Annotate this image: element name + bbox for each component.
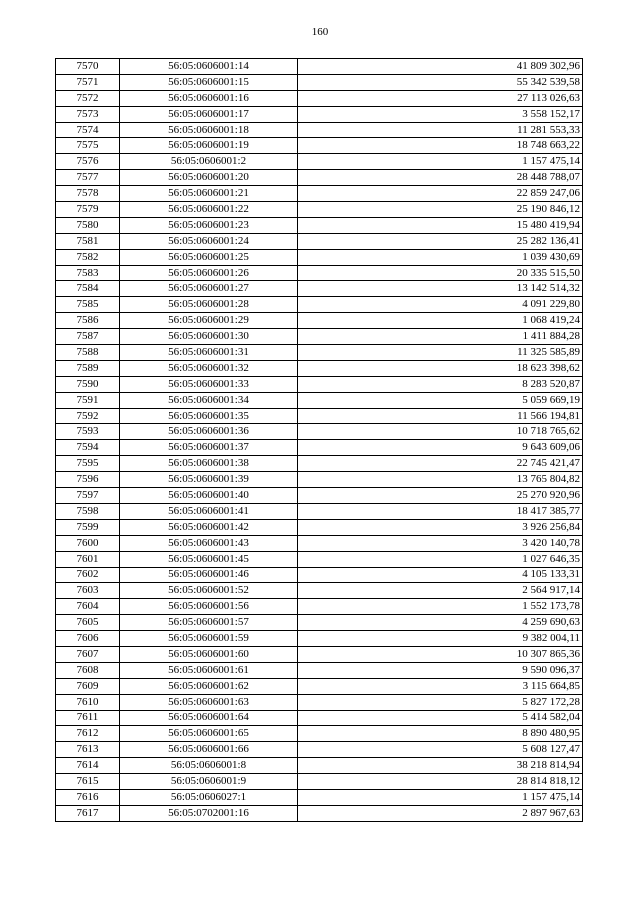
cadastral-number-cell: 56:05:0606001:32 xyxy=(120,360,298,376)
cadastral-number-cell: 56:05:0606001:60 xyxy=(120,646,298,662)
table-row xyxy=(56,758,583,774)
value-cell: 13 765 804,82 xyxy=(298,472,583,488)
table-row xyxy=(56,408,583,424)
cadastral-number-cell: 56:05:0606001:57 xyxy=(120,615,298,631)
cadastral-number-cell: 56:05:0606001:21 xyxy=(120,186,298,202)
row-number-cell: 7603 xyxy=(56,583,120,599)
row-number-cell: 7571 xyxy=(56,74,120,90)
row-number-cell: 7611 xyxy=(56,710,120,726)
table-row xyxy=(56,631,583,647)
row-number-cell: 7573 xyxy=(56,106,120,122)
value-cell: 5 827 172,28 xyxy=(298,694,583,710)
table-row xyxy=(56,186,583,202)
value-cell: 22 745 421,47 xyxy=(298,456,583,472)
cadastral-number-cell: 56:05:0606001:65 xyxy=(120,726,298,742)
row-number-cell: 7584 xyxy=(56,281,120,297)
row-number-cell: 7589 xyxy=(56,360,120,376)
cadastral-number-cell: 56:05:0606001:63 xyxy=(120,694,298,710)
cadastral-number-cell: 56:05:0702001:16 xyxy=(120,805,298,821)
value-cell: 2 564 917,14 xyxy=(298,583,583,599)
table-row xyxy=(56,138,583,154)
row-number-cell: 7601 xyxy=(56,551,120,567)
value-cell: 9 643 609,06 xyxy=(298,440,583,456)
value-cell: 41 809 302,96 xyxy=(298,59,583,75)
value-cell: 3 420 140,78 xyxy=(298,535,583,551)
row-number-cell: 7572 xyxy=(56,90,120,106)
value-cell: 5 414 582,04 xyxy=(298,710,583,726)
table-row xyxy=(56,535,583,551)
table-row xyxy=(56,440,583,456)
table-row xyxy=(56,694,583,710)
row-number-cell: 7602 xyxy=(56,567,120,583)
row-number-cell: 7577 xyxy=(56,170,120,186)
row-number-cell: 7614 xyxy=(56,758,120,774)
value-cell: 1 027 646,35 xyxy=(298,551,583,567)
cadastral-number-cell: 56:05:0606001:34 xyxy=(120,392,298,408)
table-body xyxy=(56,59,583,822)
table-row xyxy=(56,789,583,805)
table-row xyxy=(56,662,583,678)
value-cell: 18 623 398,62 xyxy=(298,360,583,376)
cadastral-number-cell: 56:05:0606001:61 xyxy=(120,662,298,678)
value-cell: 27 113 026,63 xyxy=(298,90,583,106)
row-number-cell: 7596 xyxy=(56,472,120,488)
table-row xyxy=(56,329,583,345)
value-cell: 9 382 004,11 xyxy=(298,631,583,647)
row-number-cell: 7616 xyxy=(56,789,120,805)
value-cell: 11 281 553,33 xyxy=(298,122,583,138)
table-row xyxy=(56,599,583,615)
row-number-cell: 7594 xyxy=(56,440,120,456)
cadastral-number-cell: 56:05:0606001:45 xyxy=(120,551,298,567)
row-number-cell: 7605 xyxy=(56,615,120,631)
value-cell: 3 558 152,17 xyxy=(298,106,583,122)
cadastral-number-cell: 56:05:0606001:38 xyxy=(120,456,298,472)
cadastral-number-cell: 56:05:0606001:35 xyxy=(120,408,298,424)
row-number-cell: 7593 xyxy=(56,424,120,440)
row-number-cell: 7582 xyxy=(56,249,120,265)
table-row xyxy=(56,297,583,313)
row-number-cell: 7608 xyxy=(56,662,120,678)
value-cell: 28 448 788,07 xyxy=(298,170,583,186)
value-cell: 10 718 765,62 xyxy=(298,424,583,440)
row-number-cell: 7612 xyxy=(56,726,120,742)
table-row xyxy=(56,615,583,631)
table-row xyxy=(56,313,583,329)
value-cell: 2 897 967,63 xyxy=(298,805,583,821)
value-cell: 11 566 194,81 xyxy=(298,408,583,424)
value-cell: 25 190 846,12 xyxy=(298,202,583,218)
table-row xyxy=(56,742,583,758)
value-cell: 5 059 669,19 xyxy=(298,392,583,408)
value-cell: 11 325 585,89 xyxy=(298,345,583,361)
value-cell: 4 105 133,31 xyxy=(298,567,583,583)
page-number: 160 xyxy=(311,26,329,38)
row-number-cell: 7586 xyxy=(56,313,120,329)
table-row xyxy=(56,456,583,472)
cadastral-number-cell: 56:05:0606001:14 xyxy=(120,59,298,75)
cadastral-number-cell: 56:05:0606001:64 xyxy=(120,710,298,726)
row-number-cell: 7576 xyxy=(56,154,120,170)
row-number-cell: 7607 xyxy=(56,646,120,662)
row-number-cell: 7606 xyxy=(56,631,120,647)
row-number-cell: 7598 xyxy=(56,503,120,519)
table-row xyxy=(56,217,583,233)
cadastral-number-cell: 56:05:0606001:41 xyxy=(120,503,298,519)
value-cell: 20 335 515,50 xyxy=(298,265,583,281)
row-number-cell: 7581 xyxy=(56,233,120,249)
row-number-cell: 7604 xyxy=(56,599,120,615)
row-number-cell: 7585 xyxy=(56,297,120,313)
row-number-cell: 7615 xyxy=(56,774,120,790)
cadastral-value-table xyxy=(55,58,583,822)
row-number-cell: 7579 xyxy=(56,202,120,218)
cadastral-number-cell: 56:05:0606001:20 xyxy=(120,170,298,186)
row-number-cell: 7597 xyxy=(56,488,120,504)
cadastral-number-cell: 56:05:0606001:59 xyxy=(120,631,298,647)
cadastral-number-cell: 56:05:0606001:16 xyxy=(120,90,298,106)
table-row xyxy=(56,488,583,504)
cadastral-number-cell: 56:05:0606001:2 xyxy=(120,154,298,170)
table-row xyxy=(56,170,583,186)
table-row xyxy=(56,774,583,790)
value-cell: 1 157 475,14 xyxy=(298,154,583,170)
table-row xyxy=(56,583,583,599)
cadastral-number-cell: 56:05:0606001:62 xyxy=(120,678,298,694)
cadastral-number-cell: 56:05:0606001:24 xyxy=(120,233,298,249)
cadastral-number-cell: 56:05:0606001:30 xyxy=(120,329,298,345)
table-row xyxy=(56,551,583,567)
row-number-cell: 7578 xyxy=(56,186,120,202)
table-row xyxy=(56,503,583,519)
table-row xyxy=(56,726,583,742)
value-cell: 22 859 247,06 xyxy=(298,186,583,202)
value-cell: 10 307 865,36 xyxy=(298,646,583,662)
table-row xyxy=(56,106,583,122)
row-number-cell: 7574 xyxy=(56,122,120,138)
row-number-cell: 7599 xyxy=(56,519,120,535)
row-number-cell: 7592 xyxy=(56,408,120,424)
row-number-cell: 7613 xyxy=(56,742,120,758)
table-row xyxy=(56,678,583,694)
value-cell: 38 218 814,94 xyxy=(298,758,583,774)
cadastral-number-cell: 56:05:0606001:39 xyxy=(120,472,298,488)
row-number-cell: 7583 xyxy=(56,265,120,281)
row-number-cell: 7580 xyxy=(56,217,120,233)
value-cell: 1 039 430,69 xyxy=(298,249,583,265)
cadastral-number-cell: 56:05:0606001:17 xyxy=(120,106,298,122)
value-cell: 4 091 229,80 xyxy=(298,297,583,313)
table-row xyxy=(56,249,583,265)
table-row xyxy=(56,233,583,249)
value-cell: 55 342 539,58 xyxy=(298,74,583,90)
value-cell: 5 608 127,47 xyxy=(298,742,583,758)
cadastral-number-cell: 56:05:0606001:9 xyxy=(120,774,298,790)
value-cell: 1 068 419,24 xyxy=(298,313,583,329)
table-row xyxy=(56,376,583,392)
value-cell: 15 480 419,94 xyxy=(298,217,583,233)
cadastral-number-cell: 56:05:0606001:19 xyxy=(120,138,298,154)
cadastral-number-cell: 56:05:0606001:23 xyxy=(120,217,298,233)
value-cell: 18 417 385,77 xyxy=(298,503,583,519)
value-cell: 13 142 514,32 xyxy=(298,281,583,297)
cadastral-number-cell: 56:05:0606001:37 xyxy=(120,440,298,456)
row-number-cell: 7610 xyxy=(56,694,120,710)
table-row xyxy=(56,567,583,583)
row-number-cell: 7588 xyxy=(56,345,120,361)
table-row xyxy=(56,281,583,297)
table-row xyxy=(56,74,583,90)
row-number-cell: 7595 xyxy=(56,456,120,472)
cadastral-number-cell: 56:05:0606001:15 xyxy=(120,74,298,90)
value-cell: 3 115 664,85 xyxy=(298,678,583,694)
cadastral-number-cell: 56:05:0606001:43 xyxy=(120,535,298,551)
table-row xyxy=(56,345,583,361)
value-cell: 25 270 920,96 xyxy=(298,488,583,504)
cadastral-number-cell: 56:05:0606027:1 xyxy=(120,789,298,805)
table-row xyxy=(56,202,583,218)
row-number-cell: 7575 xyxy=(56,138,120,154)
cadastral-number-cell: 56:05:0606001:33 xyxy=(120,376,298,392)
table-row xyxy=(56,646,583,662)
value-cell: 1 411 884,28 xyxy=(298,329,583,345)
table-row xyxy=(56,122,583,138)
table-row xyxy=(56,424,583,440)
table-row xyxy=(56,805,583,821)
cadastral-number-cell: 56:05:0606001:26 xyxy=(120,265,298,281)
cadastral-number-cell: 56:05:0606001:31 xyxy=(120,345,298,361)
cadastral-number-cell: 56:05:0606001:29 xyxy=(120,313,298,329)
value-cell: 28 814 818,12 xyxy=(298,774,583,790)
table-row xyxy=(56,519,583,535)
table-row xyxy=(56,472,583,488)
table-row xyxy=(56,360,583,376)
cadastral-number-cell: 56:05:0606001:52 xyxy=(120,583,298,599)
value-cell: 4 259 690,63 xyxy=(298,615,583,631)
value-cell: 8 283 520,87 xyxy=(298,376,583,392)
row-number-cell: 7617 xyxy=(56,805,120,821)
cadastral-number-cell: 56:05:0606001:27 xyxy=(120,281,298,297)
cadastral-number-cell: 56:05:0606001:40 xyxy=(120,488,298,504)
table-row xyxy=(56,90,583,106)
row-number-cell: 7587 xyxy=(56,329,120,345)
cadastral-number-cell: 56:05:0606001:42 xyxy=(120,519,298,535)
table-row xyxy=(56,265,583,281)
row-number-cell: 7590 xyxy=(56,376,120,392)
value-cell: 8 890 480,95 xyxy=(298,726,583,742)
table-row xyxy=(56,59,583,75)
value-cell: 1 157 475,14 xyxy=(298,789,583,805)
table-row xyxy=(56,154,583,170)
value-cell: 18 748 663,22 xyxy=(298,138,583,154)
cadastral-number-cell: 56:05:0606001:56 xyxy=(120,599,298,615)
cadastral-number-cell: 56:05:0606001:46 xyxy=(120,567,298,583)
cadastral-number-cell: 56:05:0606001:28 xyxy=(120,297,298,313)
row-number-cell: 7609 xyxy=(56,678,120,694)
row-number-cell: 7570 xyxy=(56,59,120,75)
value-cell: 1 552 173,78 xyxy=(298,599,583,615)
row-number-cell: 7591 xyxy=(56,392,120,408)
value-cell: 25 282 136,41 xyxy=(298,233,583,249)
row-number-cell: 7600 xyxy=(56,535,120,551)
cadastral-number-cell: 56:05:0606001:36 xyxy=(120,424,298,440)
value-cell: 3 926 256,84 xyxy=(298,519,583,535)
cadastral-number-cell: 56:05:0606001:18 xyxy=(120,122,298,138)
table-row xyxy=(56,710,583,726)
cadastral-number-cell: 56:05:0606001:66 xyxy=(120,742,298,758)
value-cell: 9 590 096,37 xyxy=(298,662,583,678)
cadastral-number-cell: 56:05:0606001:8 xyxy=(120,758,298,774)
cadastral-number-cell: 56:05:0606001:22 xyxy=(120,202,298,218)
table-row xyxy=(56,392,583,408)
cadastral-number-cell: 56:05:0606001:25 xyxy=(120,249,298,265)
